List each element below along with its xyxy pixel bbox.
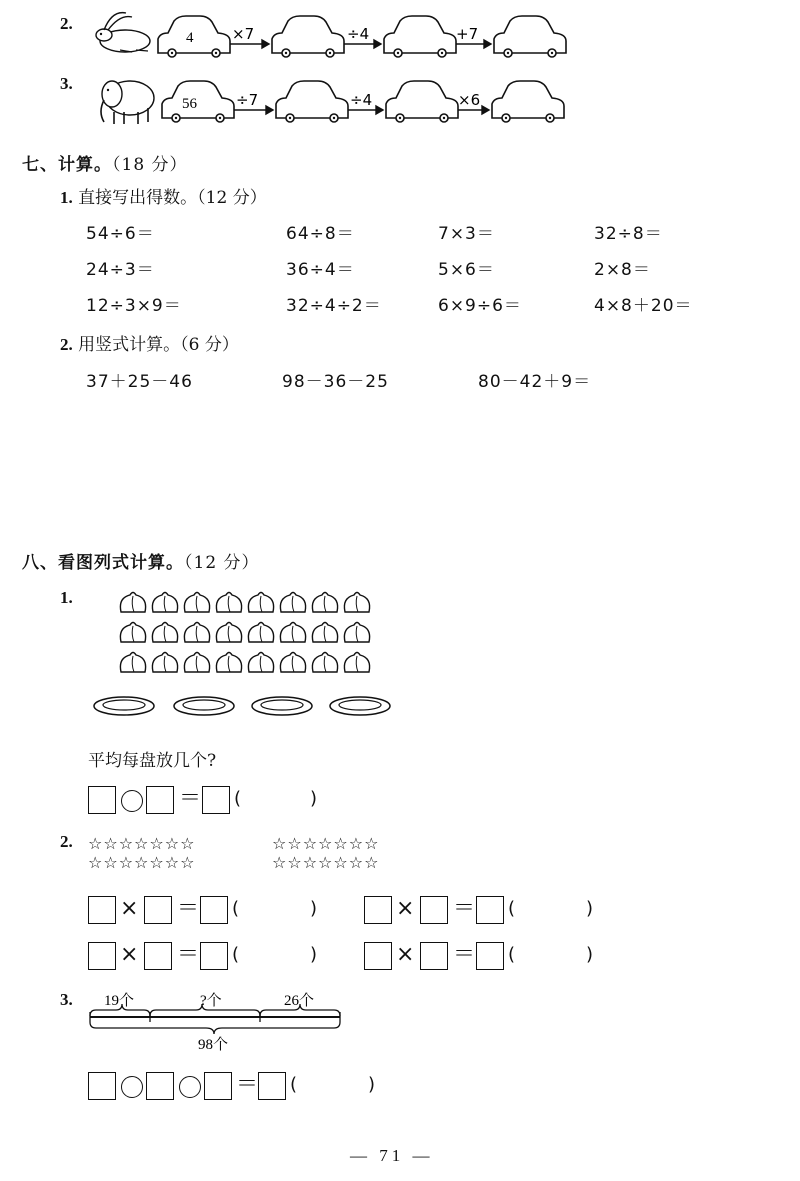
star-row: ☆☆☆☆☆☆☆ — [88, 853, 196, 872]
answer-box[interactable] — [476, 942, 504, 970]
oral-item: 64÷8＝ — [286, 224, 355, 244]
q-number: 3. — [60, 990, 73, 1009]
chain-2-op-1: ×7 — [232, 25, 255, 43]
q-number: 1. — [60, 188, 73, 207]
vertical-calc-1: 37＋25－46 — [86, 372, 193, 392]
oral-item: 54÷6＝ — [86, 224, 155, 244]
oral-item: 6×9÷6＝ — [438, 296, 522, 316]
answer-box[interactable] — [200, 942, 228, 970]
operator-circle[interactable] — [121, 790, 143, 812]
answer-line-1 — [88, 786, 348, 816]
oral-item: 4×8＋20＝ — [594, 296, 693, 316]
section-7-title: 七、计算。 — [22, 155, 112, 175]
chain-2-op-3: +7 — [456, 25, 479, 43]
answer-box[interactable] — [200, 896, 228, 924]
car-icon — [494, 16, 566, 57]
answer-box[interactable] — [146, 786, 174, 814]
answer-line-2b — [364, 896, 604, 926]
q-text: 直接写出得数。（12 分） — [78, 188, 267, 208]
segment-total: 98个 — [198, 1037, 229, 1052]
plate-icon — [94, 697, 154, 715]
plate-icon — [252, 697, 312, 715]
chain-3-start: 56 — [182, 96, 197, 112]
car-icon — [386, 81, 458, 122]
answer-box[interactable] — [476, 896, 504, 924]
operator-circle[interactable] — [121, 1076, 143, 1098]
star-group-right — [272, 834, 379, 872]
times-sign: × — [396, 942, 415, 967]
oral-row — [86, 291, 726, 327]
open-paren: ( — [232, 898, 240, 919]
chain-2-op-2: ÷4 — [347, 25, 370, 43]
chain-3-number: 3. — [60, 74, 73, 93]
answer-box[interactable] — [204, 1072, 232, 1100]
answer-line-3 — [88, 1072, 388, 1102]
oral-item: 32÷8＝ — [594, 224, 663, 244]
car-icon — [276, 81, 348, 122]
close-paren: ) — [310, 898, 318, 919]
section-8-heading — [22, 548, 260, 573]
peaches-figure — [88, 588, 400, 724]
answer-box[interactable] — [88, 1072, 116, 1100]
oral-item: 7×3＝ — [438, 224, 495, 244]
star-row: ☆☆☆☆☆☆☆ — [272, 853, 380, 872]
answer-box[interactable] — [364, 896, 392, 924]
times-sign: × — [120, 896, 139, 921]
page-number: — 71 — — [350, 1146, 434, 1165]
answer-box[interactable] — [420, 896, 448, 924]
elephant-icon — [101, 81, 154, 124]
car-icon — [158, 16, 230, 57]
answer-box[interactable] — [202, 786, 230, 814]
equals-sign: ＝ — [177, 942, 200, 967]
chain-3-op-1: ÷7 — [236, 91, 259, 109]
oral-item: 32÷4÷2＝ — [286, 296, 382, 316]
close-paren: ) — [310, 788, 318, 809]
answer-line-2c — [88, 942, 328, 972]
answer-box[interactable] — [144, 896, 172, 924]
oral-item: 12÷3×9＝ — [86, 296, 182, 316]
answer-line-2d — [364, 942, 604, 972]
segment-label-3: 26个 — [284, 993, 315, 1009]
oral-calc — [86, 219, 726, 327]
equals-sign: ＝ — [236, 1072, 259, 1097]
equals-sign: ＝ — [453, 942, 476, 967]
plate-icon — [330, 697, 390, 715]
section-7-points: （18 分） — [112, 155, 188, 175]
car-icon — [162, 81, 234, 122]
equals-sign: ＝ — [179, 786, 202, 811]
answer-box[interactable] — [258, 1072, 286, 1100]
chain-3-op-3: ×6 — [458, 91, 481, 109]
close-paren: ) — [310, 944, 318, 965]
open-paren: ( — [508, 898, 516, 919]
rabbit-icon — [96, 13, 150, 52]
segment-label-2: ?个 — [200, 993, 222, 1009]
section-7-heading — [22, 150, 188, 175]
oral-item: 36÷4＝ — [286, 260, 355, 280]
times-sign: × — [396, 896, 415, 921]
peach-rows — [120, 593, 369, 673]
q-text: 用竖式计算。（6 分） — [78, 335, 239, 355]
answer-box[interactable] — [420, 942, 448, 970]
open-paren: ( — [508, 944, 516, 965]
section-8-points: （12 分） — [184, 553, 260, 573]
answer-line-2a — [88, 896, 328, 926]
star-group-left — [88, 834, 195, 872]
chain-2-start: 4 — [186, 30, 194, 46]
car-icon — [384, 16, 456, 57]
vertical-calc-3: 80－42＋9＝ — [478, 372, 592, 392]
section-7-q1 — [60, 183, 267, 208]
oral-row — [86, 255, 726, 291]
oral-item: 5×6＝ — [438, 260, 495, 280]
plate-icon — [174, 697, 234, 715]
answer-box[interactable] — [88, 786, 116, 814]
open-paren: ( — [234, 788, 242, 809]
q-number: 2. — [60, 335, 73, 354]
segment-label-1: 19个 — [104, 993, 135, 1009]
times-sign: × — [120, 942, 139, 967]
star-row: ☆☆☆☆☆☆☆ — [272, 834, 380, 853]
q-number: 1. — [60, 588, 73, 607]
section-8-title: 八、看图列式计算。 — [22, 553, 184, 573]
close-paren: ) — [368, 1074, 376, 1095]
answer-box[interactable] — [88, 896, 116, 924]
star-row: ☆☆☆☆☆☆☆ — [88, 834, 196, 853]
equals-sign: ＝ — [177, 896, 200, 921]
answer-box[interactable] — [144, 942, 172, 970]
oral-item: 2×8＝ — [594, 260, 651, 280]
operator-circle[interactable] — [179, 1076, 201, 1098]
peach-question: 平均每盘放几个? — [88, 751, 217, 771]
chain-3-op-2: ÷4 — [350, 91, 373, 109]
equals-sign: ＝ — [453, 896, 476, 921]
car-chain-figure — [90, 8, 570, 138]
q-number: 2. — [60, 832, 73, 851]
answer-box[interactable] — [88, 942, 116, 970]
open-paren: ( — [290, 1074, 298, 1095]
vertical-calc-2: 98－36－25 — [282, 372, 389, 392]
answer-box[interactable] — [364, 942, 392, 970]
open-paren: ( — [232, 944, 240, 965]
close-paren: ) — [586, 944, 594, 965]
oral-row — [86, 219, 726, 255]
chain-2-number: 2. — [60, 14, 73, 33]
section-7-q2 — [60, 330, 239, 355]
close-paren: ) — [586, 898, 594, 919]
oral-item: 24÷3＝ — [86, 260, 155, 280]
car-icon — [492, 81, 564, 122]
segment-diagram — [86, 990, 348, 1052]
answer-box[interactable] — [146, 1072, 174, 1100]
car-icon — [272, 16, 344, 57]
